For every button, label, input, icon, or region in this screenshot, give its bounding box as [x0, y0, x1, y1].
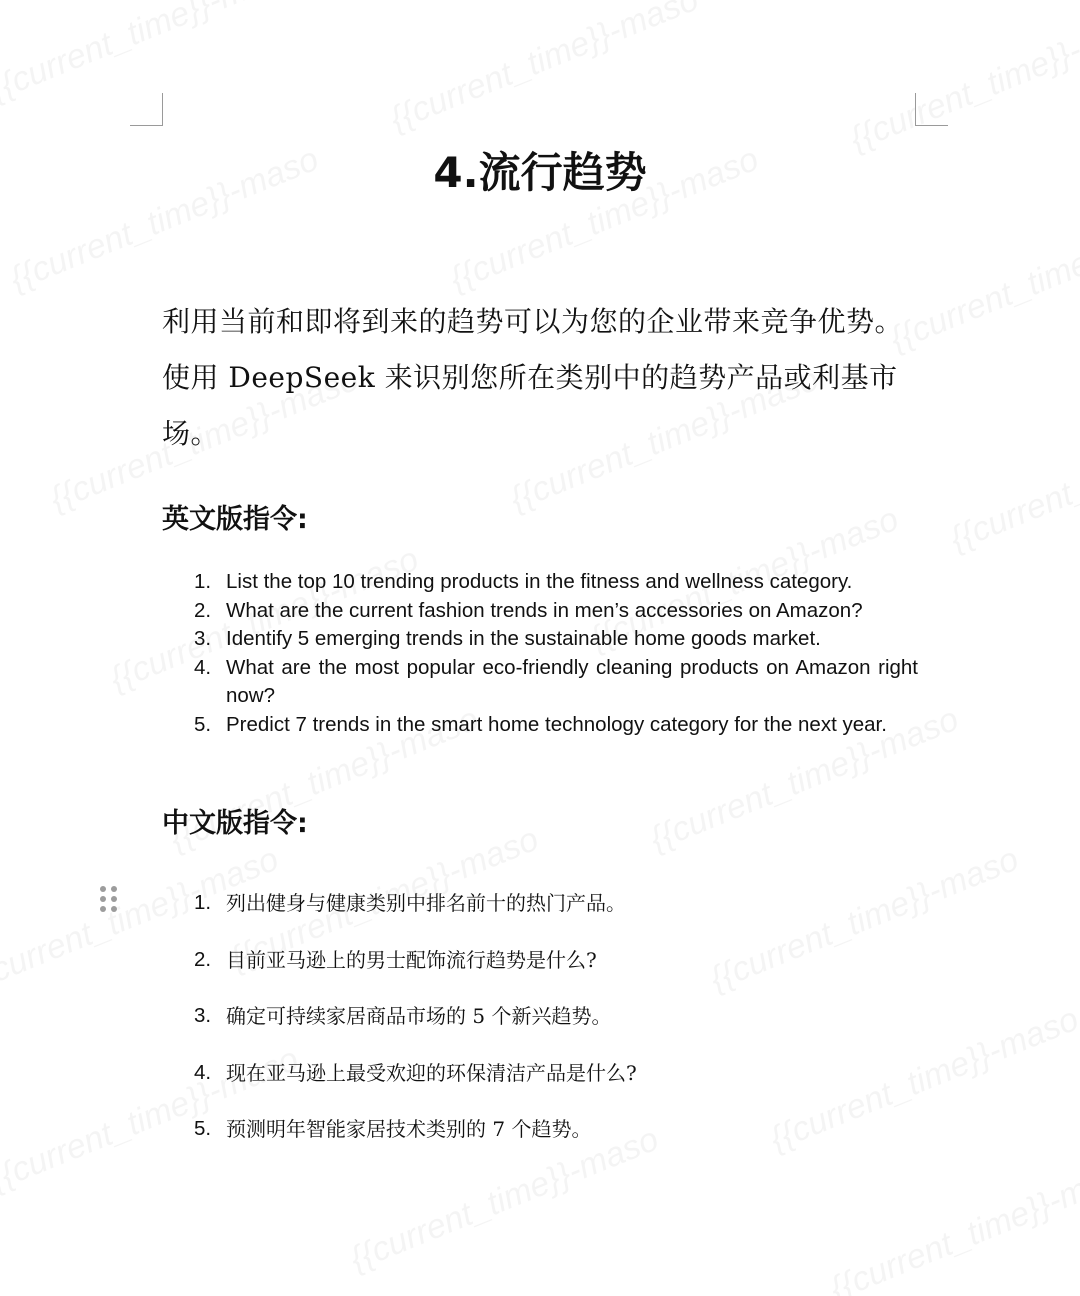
list-item-text: What are the current fashion trends in men’s accessories on Amazon?: [226, 598, 863, 622]
list-item: [190, 711, 918, 740]
list-item-number: 2.: [194, 947, 212, 971]
list-item: [190, 1056, 918, 1113]
list-item-text: 目前亚马逊上的男士配饰流行趋势是什么?: [226, 947, 597, 972]
list-item-text: What are the most popular eco-friendly cleaning products on Amazon right now?: [226, 655, 918, 707]
watermark-text: [825, 1150, 1080, 1296]
list-item: [190, 568, 918, 597]
page-corner-mark-left: [130, 93, 163, 126]
list-item: [190, 886, 918, 943]
list-item-text: List the top 10 trending products in the fitness and wellness category.: [226, 570, 853, 593]
page-title: 4.流行趋势: [433, 148, 647, 197]
watermark-text: [945, 400, 1080, 559]
list-item-text: 列出健身与健康类别中排名前十的热门产品。: [226, 891, 626, 915]
list-item-number: 4.: [194, 1060, 212, 1084]
list-item-number: 4.: [194, 655, 212, 679]
list-item-text: Predict 7 trends in the smart home technology category for the next year.: [226, 712, 887, 736]
chinese-prompt-list: [190, 886, 918, 1169]
list-item: [190, 597, 918, 626]
english-prompt-list: [190, 568, 918, 739]
list-item-number: 3.: [194, 627, 212, 650]
list-item: [190, 654, 918, 711]
page-corner-mark-right: [915, 93, 948, 126]
list-item-number: 1.: [194, 570, 212, 593]
english-section-heading: 英文版指令:: [162, 504, 308, 535]
list-item: [190, 943, 918, 1000]
list-item: [190, 1112, 918, 1169]
list-item-number: 3.: [194, 1004, 212, 1027]
list-item-text: 确定可持续家居商品市场的 5 个新兴趋势。: [226, 1004, 612, 1028]
list-item: [190, 999, 918, 1056]
list-item-number: 5.: [194, 712, 212, 736]
list-item-text: 预测明年智能家居技术类别的 7 个趋势。: [226, 1117, 592, 1141]
list-item-number: 5.: [194, 1117, 212, 1140]
watermark-text: [385, 0, 705, 139]
list-item-text: 现在亚马逊上最受欢迎的环保清洁产品是什么?: [226, 1060, 637, 1085]
intro-paragraph: 利用当前和即将到来的趋势可以为您的企业带来竞争优势。使用 DeepSeek 来识别您所在类别中的趋势产品或利基市场。: [162, 305, 904, 450]
list-item-number: 2.: [194, 598, 212, 622]
drag-handle-icon[interactable]: [100, 886, 116, 914]
chinese-section-heading: 中文版指令:: [162, 808, 308, 839]
list-item-text: Identify 5 emerging trends in the sustainable home goods market.: [226, 627, 821, 650]
watermark-text: [845, 0, 1080, 159]
list-item: [190, 625, 918, 654]
list-item-number: 1.: [194, 891, 212, 914]
